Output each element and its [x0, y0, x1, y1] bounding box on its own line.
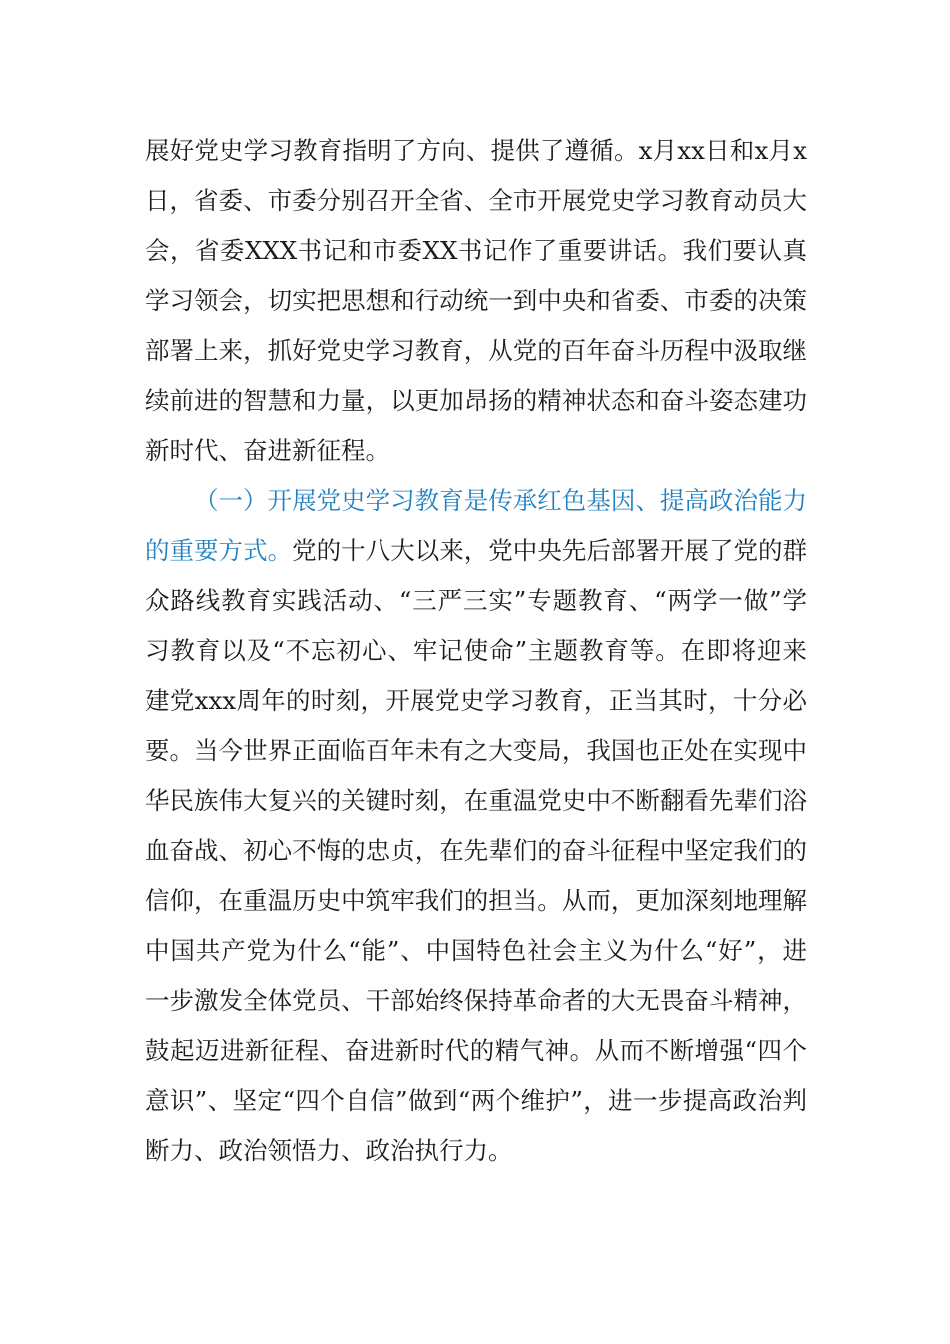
paragraph-continued: 展好党史学习教育指明了方向、提供了遵循。x月xx日和x月x日，省委、市委分别召开全省、全市开展党史学习教育动员大会，省委XXX书记和市委XX书记作了重要讲话。我们要认真学习领会，切实把思想和行动统一到中央和省委、市委的决策部署上来，抓好党史学习教育，从党的百年奋斗历程中汲取继续前进的智慧和力量，以更加昂扬的精神状态和奋斗姿态建功新时代、奋进新征程。 [145, 136, 807, 465]
section-paragraph [145, 476, 807, 1176]
document-page [145, 126, 807, 1176]
section-heading: （一）开展党史学习教育是传承红色基因、提高政治能力的重要方式。 [145, 486, 807, 565]
section-body: 党的十八大以来，党中央先后部署开展了党的群众路线教育实践活动、“三严三实”专题教育、“两学一做”学习教育以及“不忘初心、牢记使命”主题教育等。在即将迎来建党xxx周年的时刻，开展党史学习教育，正当其时，十分必要。当今世界正面临百年未有之大变局，我国也正处在实现中华民族伟大复兴的关键时刻，在重温党史中不断翻看先辈们浴血奋战、初心不悔的忠贞，在先辈们的奋斗征程中坚定我们的信仰，在重温历史中筑牢我们的担当。从而，更加深刻地理解中国共产党为什么“能”、中国特色社会主义为什么“好”，进一步激发全体党员、干部始终保持革命者的大无畏奋斗精神，鼓起迈进新征程、奋进新时代的精气神。从而不断增强“四个意识”、坚定“四个自信”做到“两个维护”，进一步提高政治判断力、政治领悟力、政治执行力。 [145, 536, 808, 1165]
